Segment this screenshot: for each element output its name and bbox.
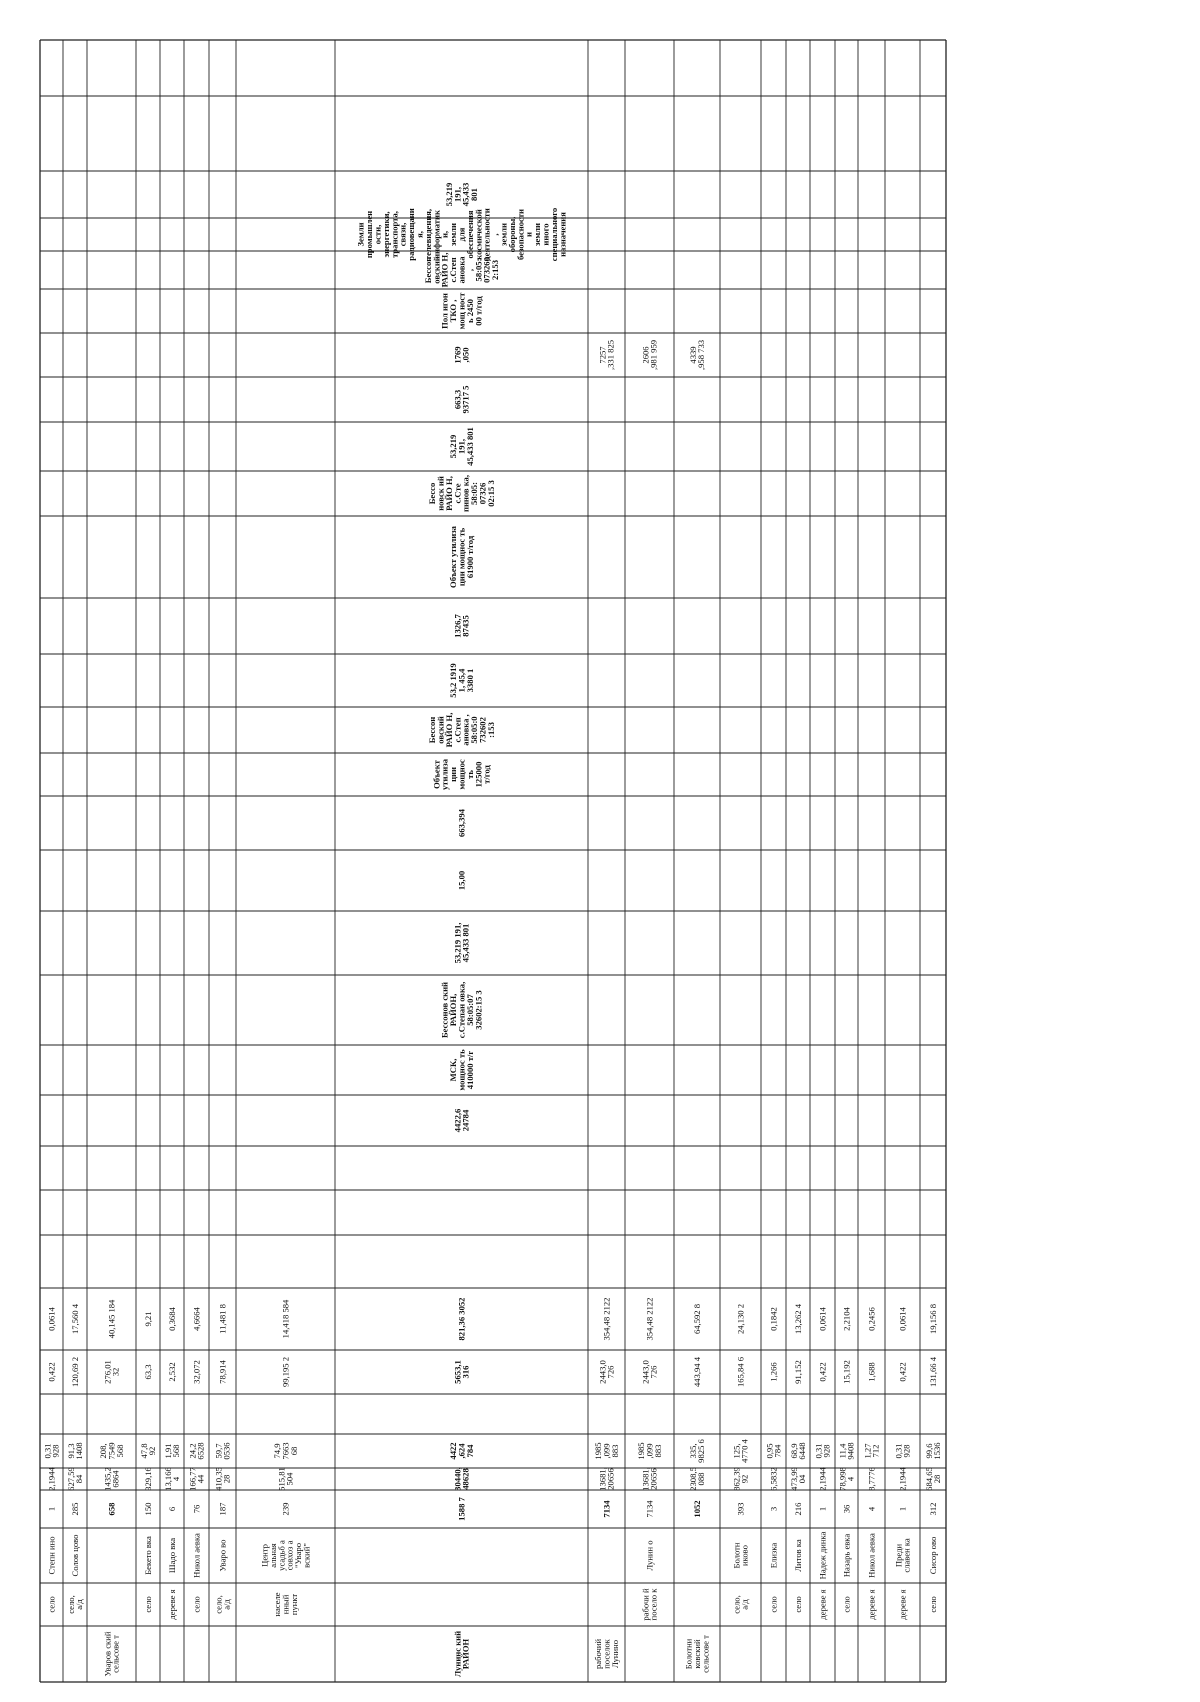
table-cell: БессоновскийРАЙО Н,с.Степановка ,58:05:0732602:153 (427, 712, 496, 748)
table-cell: Никол аевка (866, 1533, 877, 1578)
table-cell: Сисор ово (928, 1536, 939, 1575)
table-cell: 1326,787435 (452, 614, 471, 638)
table-cell: дереве я (897, 1589, 908, 1620)
table-cell: 1588 7 (456, 1497, 467, 1521)
table-cell: 1,27712 (862, 1443, 881, 1459)
table-cell: 0,31928 (42, 1443, 61, 1459)
table-cell: Бекето вка (143, 1536, 154, 1575)
table-cell: Елизка (768, 1542, 779, 1569)
table-cell: 0,422 (897, 1362, 908, 1382)
table-cell: село (793, 1596, 804, 1613)
table-cell: 0,95784 (764, 1443, 783, 1459)
table-cell: 14,418 584 (280, 1299, 291, 1339)
table-cell: Уваров скийсельсове т (102, 1631, 121, 1677)
table-cell: 2,1944 (817, 1467, 828, 1491)
table-cell: 354,48 2122 (644, 1297, 655, 1341)
table-row (684, 340, 711, 1673)
table-cell: 187 (217, 1502, 228, 1516)
table-cell: рабочи йпосело к (640, 1588, 659, 1621)
table-cell: 239 (280, 1502, 291, 1516)
table-cell: 1,688 (866, 1362, 877, 1382)
table-cell: 9,21 (143, 1311, 154, 1327)
table-cell: 2308,5088 (687, 1467, 707, 1491)
table-row (636, 340, 663, 1621)
table-cell: 40,145 184 (106, 1299, 117, 1339)
table-cell: 53,219191,45,433 801 (448, 427, 475, 466)
table-cell: Шадо вка (167, 1537, 178, 1574)
table-cell: 1052 (692, 1500, 703, 1518)
table-cell: 125,4770 4 (731, 1439, 750, 1463)
table-cell: 91,152 (793, 1360, 804, 1384)
table-cell: дереве я (167, 1589, 178, 1620)
table-cell: 24,130 2 (735, 1303, 746, 1335)
table-cell: 0,31928 (893, 1443, 912, 1459)
table-cell: 150 (143, 1502, 154, 1516)
table-row (260, 1299, 312, 1617)
table-cell: село,а/д (731, 1595, 750, 1614)
table-cell: Лунинс кийРАЙОН (452, 1630, 471, 1678)
table-cell: 6 (167, 1506, 178, 1512)
table-cell: 208,7549568 (98, 1442, 125, 1460)
table-row (213, 1304, 231, 1614)
table-cell: 7134 (644, 1500, 655, 1518)
table-cell: 393 (735, 1502, 746, 1516)
table-cell: 6,5832 (768, 1467, 779, 1491)
table-cell: 0,0614 (817, 1307, 828, 1331)
table-cell: Уваро во (217, 1539, 228, 1572)
table-cell: 0,422 (46, 1362, 57, 1382)
table-cell: 1 (46, 1506, 57, 1512)
table-cell: 0,31928 (813, 1443, 832, 1459)
table-cell: БессоновскийРАЙО Н,с.Степановка,58:05:0732602:153 (422, 252, 501, 288)
table-cell: 2,1944 (46, 1467, 57, 1491)
table-cell: 821,36 3052 (456, 1297, 467, 1341)
table-cell: 2443,0726 (640, 1360, 659, 1384)
table-cell: Степн ино (46, 1536, 57, 1575)
table-cell: 19,156 8 (928, 1303, 939, 1335)
table-cell: 0,2456 (866, 1307, 877, 1331)
table-cell: 1,266 (768, 1362, 779, 1382)
table-cell: 443,94 4 (692, 1356, 703, 1388)
table-cell: 627,5984 (65, 1467, 85, 1491)
table-cell: 32,072 (191, 1360, 202, 1384)
table-cell: 4 (866, 1506, 877, 1512)
table-cell: 3 (768, 1506, 779, 1512)
table-cell: дереве я (866, 1589, 877, 1620)
table-cell: 11,481 8 (217, 1304, 228, 1334)
table-cell: Землипромышлености,энергетики,транспорта,связи,радиовещания,телевидения,информатики,землидляобеспечениякосмическойдеятельности,землиобороны,безопасностииземлииногоспециальногоназначения (355, 207, 568, 262)
table-cell: 30440,48628 (452, 1467, 471, 1491)
table-cell: 663,394 (456, 809, 467, 837)
table-cell: село (191, 1596, 202, 1613)
table-cell: 1435,26864 (102, 1467, 121, 1491)
table-cell: 2606,981 959 (640, 339, 659, 371)
table-cell: 473,9904 (788, 1467, 808, 1491)
table-cell: 2,532 (167, 1362, 178, 1382)
table-cell: 7134 (601, 1500, 612, 1518)
table-cell: 335,9825 6 (687, 1439, 707, 1463)
table-cell: Бессонов скийРАЙОН,с.Степан овка,58:05:0732602:15 3 (439, 981, 484, 1039)
table-grid (40, 40, 946, 1682)
table-row (139, 1311, 157, 1612)
table-cell: 216 (793, 1502, 804, 1516)
table-cell: Никол аевка (191, 1533, 202, 1578)
table-cell: село,а/д (213, 1595, 232, 1614)
table-cell: 663,393717 5 (452, 385, 471, 414)
table-row (98, 1299, 125, 1676)
table-cell: 312 (928, 1502, 939, 1516)
table-cell: 76 (191, 1504, 202, 1514)
table-cell: Болотниковскийсельсове т (683, 1635, 711, 1673)
table-cell: 4422,624784 (448, 1442, 475, 1460)
table-row (593, 340, 620, 1669)
table-cell: Пол игонТКО ,мощ ность 245000 т/год (439, 292, 484, 330)
table-cell: 36 (841, 1504, 852, 1514)
table-cell: 1 (817, 1506, 828, 1512)
table-cell: 166,7744 (187, 1467, 206, 1491)
table-cell: 64,592 8 (692, 1303, 703, 1335)
table-cell: 53,219191,45,433801 (443, 182, 480, 207)
table-cell: 11,49408 (837, 1442, 856, 1460)
table-cell: Бессоновск ийРАЙО Н,с.Степинов ка,58:05:0732602:15 3 (427, 475, 496, 512)
table-row (163, 1306, 181, 1619)
table-cell: 329,16 (143, 1467, 154, 1491)
table-cell: 15,00 (456, 870, 467, 891)
table-cell: 0,0614 (897, 1307, 908, 1331)
table-cell: 0,3684 (167, 1307, 178, 1331)
table-cell: 1,91568 (162, 1443, 182, 1459)
table-row (862, 1306, 880, 1619)
table-cell: 15,192 (841, 1360, 852, 1384)
table-cell: 13681,20656 (597, 1467, 616, 1491)
table-cell: 165,84 6 (735, 1356, 746, 1388)
table-cell: Литов ка (793, 1539, 804, 1572)
table-cell: село,а/д (65, 1595, 85, 1614)
table-cell: Назарь евка (841, 1533, 852, 1578)
table-cell: Предиславен ка (893, 1538, 912, 1573)
table-cell: 2443,0726 (597, 1360, 616, 1384)
table-row (893, 1306, 911, 1619)
table-cell: 0,422 (817, 1362, 828, 1382)
table-cell: 4,6664 (191, 1307, 202, 1331)
table-cell: 91,31408 (65, 1442, 85, 1460)
table-cell: село (768, 1596, 779, 1613)
table-cell: 120,69 2 (70, 1356, 81, 1388)
table-row (813, 1306, 831, 1619)
table-cell: Объектутилизациимощность125000т/год (431, 759, 492, 790)
table-cell: 63,3 (143, 1364, 154, 1380)
table-cell: 354,48 2122 (601, 1297, 612, 1341)
table-cell: 7257,331 825 (597, 339, 616, 371)
table-cell: 8,7776 (866, 1467, 877, 1491)
table-cell: 13681,20656 (640, 1467, 659, 1491)
table-cell: 684,6528 (923, 1467, 943, 1491)
table-cell: 4422,624784 (452, 1108, 471, 1133)
table-cell: Надеж динка (817, 1531, 828, 1580)
table-cell: 2,2104 (841, 1307, 852, 1331)
table-cell: 13,1664 (162, 1467, 182, 1491)
table-cell: 4339,958 733 (687, 339, 707, 371)
table-cell: 78,914 (217, 1360, 228, 1384)
table-cell: 59,70536 (213, 1442, 232, 1460)
table-row (187, 1306, 205, 1612)
table-row (764, 1307, 782, 1612)
table-cell: 2,1944 (897, 1467, 908, 1491)
table-row (42, 1306, 60, 1612)
table-cell: 17,560 4 (70, 1303, 81, 1335)
table-cell: 68,96448 (788, 1442, 808, 1460)
table-cell: 5653,1316 (452, 1360, 471, 1384)
table-cell: 1985,099883 (593, 1442, 620, 1460)
table-row (356, 183, 568, 1677)
table-cell: 0,1842 (768, 1307, 779, 1331)
table-cell: 13,262 4 (793, 1303, 804, 1335)
table-cell: 1 (897, 1506, 908, 1512)
table-cell: 24,26528 (187, 1442, 206, 1460)
table-cell: Центральнаяусадьб асовхоз а"Уваровский" (259, 1540, 312, 1571)
table-cell: 47,892 (138, 1443, 158, 1459)
table-cell: населенныйпункт (272, 1592, 299, 1617)
table-cell: дереве я (817, 1589, 828, 1620)
table-cell: Болотниково (731, 1542, 750, 1569)
table-cell: село (143, 1596, 154, 1613)
table-cell: 99,61536 (923, 1442, 943, 1460)
table-cell: 1985,099883 (636, 1442, 663, 1460)
table-cell: 74,9766368 (272, 1442, 299, 1460)
table-cell: Объект утилизации мощнос ть61900 т/год (448, 526, 475, 588)
table-cell: 53,219 191,45,433 801 (452, 922, 471, 964)
table-cell: село (841, 1596, 852, 1613)
table-cell: 1769,050 (452, 346, 471, 364)
table-cell: 276,0132 (102, 1360, 121, 1384)
table-cell: 99,195 2 (280, 1356, 291, 1388)
table-cell: 515,81504 (276, 1467, 295, 1491)
table-cell: рабочийпоселокЛунино (593, 1638, 620, 1670)
table-cell: 0,0614 (46, 1307, 57, 1331)
table-cell: 78,9984 (837, 1467, 856, 1491)
table-cell: село (928, 1596, 939, 1613)
table-cell: Лунин о (644, 1540, 655, 1571)
table-cell: 53,2 19191, 45,43380 1 (448, 663, 475, 698)
table-cell: 862,3992 (731, 1467, 750, 1491)
table-cell: село (46, 1596, 57, 1613)
table-row (837, 1306, 855, 1612)
table-cell: 131,66 4 (928, 1356, 939, 1388)
table-cell: МСК,мощнос ть410000 т/г (448, 1049, 475, 1091)
table-cell: Солов цово (70, 1534, 81, 1577)
table-cell: 410,3528 (213, 1467, 232, 1491)
table-cell: 285 (70, 1502, 81, 1516)
table-cell: 658 (106, 1502, 117, 1516)
